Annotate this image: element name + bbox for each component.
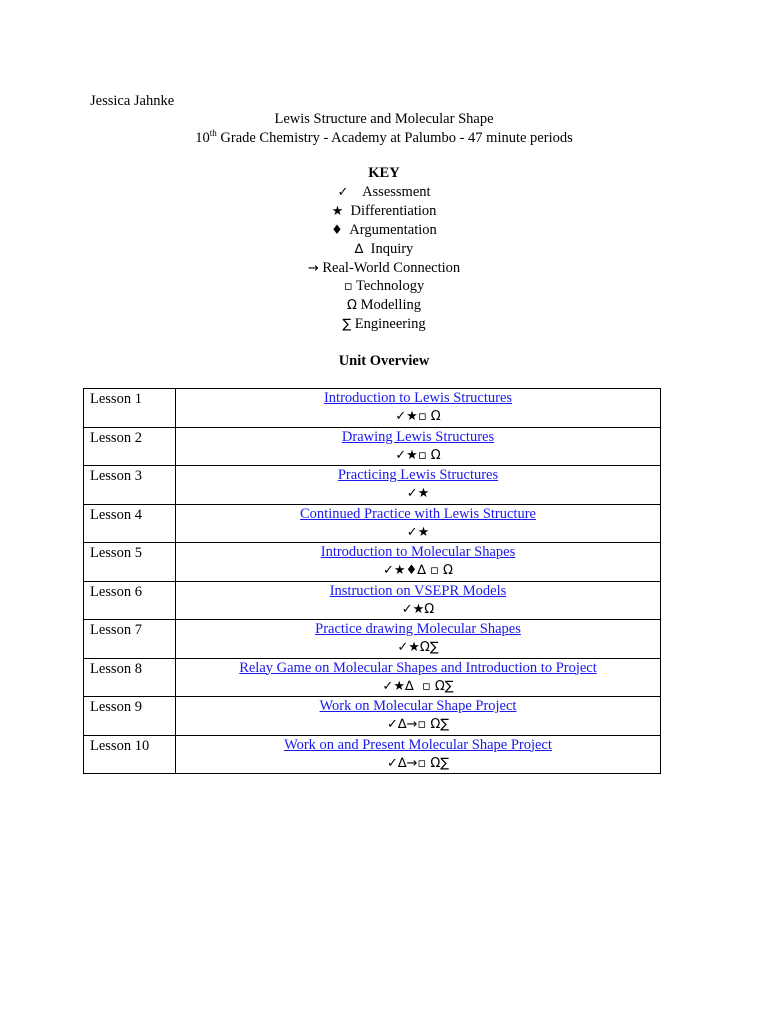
key-label: Engineering — [354, 316, 426, 333]
grade-number: 10 — [195, 130, 210, 146]
lesson-number: Lesson 10 — [90, 737, 150, 754]
key-label: Technology — [355, 278, 425, 295]
lesson-cell — [84, 658, 176, 697]
lesson-number: Lesson 7 — [90, 622, 142, 638]
lesson-key-symbols: ✓★▫ Ω — [395, 447, 441, 463]
document-title: Lewis Structure and Molecular Shape — [274, 111, 494, 127]
key-symbol-icon: ▫ — [343, 279, 353, 295]
lesson-link[interactable]: Relay Game on Molecular Shapes and Introduction to Project — [239, 659, 597, 676]
lesson-cell — [84, 620, 176, 659]
lesson-number: Lesson 1 — [90, 391, 142, 407]
key-label: Inquiry — [370, 240, 414, 257]
table-row — [84, 543, 661, 582]
topic-cell — [176, 735, 661, 774]
lesson-link[interactable]: Practice drawing Molecular Shapes — [315, 621, 521, 637]
table-row — [84, 620, 661, 659]
lesson-key-symbols: ✓★∆ ▫ Ω∑ — [382, 678, 454, 694]
key-item — [0, 277, 768, 296]
lesson-number: Lesson 2 — [90, 429, 142, 446]
table-row — [84, 735, 661, 774]
lesson-cell — [84, 543, 176, 582]
lesson-link[interactable]: Instruction on VSEPR Models — [329, 582, 507, 599]
lesson-link[interactable]: Introduction to Lewis Structures — [323, 390, 513, 406]
key-item — [0, 296, 768, 315]
topic-cell — [176, 504, 661, 543]
table-row — [84, 697, 661, 736]
key-spacer — [363, 241, 370, 257]
key-label: Differentiation — [350, 202, 437, 219]
topic-cell — [176, 466, 661, 505]
key-label: Real-World Connection — [322, 259, 461, 276]
key-heading: KEY — [368, 165, 400, 181]
table-row — [84, 658, 661, 697]
key-label: Modelling — [360, 297, 421, 314]
lesson-cell — [84, 504, 176, 543]
lesson-number: Lesson 6 — [90, 583, 142, 600]
lesson-cell — [84, 389, 176, 428]
table-row — [84, 427, 661, 466]
lesson-key-symbols: ✓∆→▫ Ω∑ — [386, 717, 450, 732]
key-item — [0, 240, 768, 259]
author-name: Jessica Jahnke — [90, 93, 175, 109]
key-symbol-icon: ♦ — [331, 222, 343, 238]
unit-overview-heading: Unit Overview — [338, 353, 430, 369]
table-row — [84, 389, 661, 428]
lesson-key-symbols: ✓∆→▫ Ω∑ — [386, 755, 450, 771]
subtitle-details: Grade Chemistry - Academy at Palumbo - 47 minute periods — [216, 130, 573, 146]
key-item — [0, 259, 768, 278]
lesson-link[interactable]: Work on and Present Molecular Shape Project — [284, 736, 552, 753]
key-spacer — [348, 184, 362, 200]
lesson-link[interactable]: Work on Molecular Shape Project — [319, 698, 517, 714]
lesson-link[interactable]: Continued Practice with Lewis Structure — [300, 505, 536, 522]
lesson-key-symbols: ✓★♦∆ ▫ Ω — [383, 563, 453, 578]
key-symbol-icon: → — [307, 260, 319, 276]
document-subtitle — [0, 129, 768, 147]
key-symbol-icon: Ω — [347, 298, 357, 314]
table-row — [84, 466, 661, 505]
lesson-number: Lesson 3 — [90, 468, 142, 484]
table-row — [84, 504, 661, 543]
lesson-key-symbols: ✓★ — [406, 524, 430, 540]
key-label: Argumentation — [349, 221, 437, 238]
lesson-key-symbols: ✓★ — [406, 486, 430, 501]
lesson-link[interactable]: Drawing Lewis Structures — [341, 428, 495, 445]
lesson-cell — [84, 697, 176, 736]
lesson-cell — [84, 466, 176, 505]
lesson-key-symbols: ✓★▫ Ω — [395, 409, 441, 424]
key-item — [0, 183, 768, 202]
unit-overview-table — [83, 388, 661, 774]
key-legend — [0, 183, 768, 334]
topic-cell — [176, 543, 661, 582]
key-item — [0, 202, 768, 221]
lesson-number: Lesson 5 — [90, 545, 142, 561]
topic-cell — [176, 389, 661, 428]
lesson-link[interactable]: Introduction to Molecular Shapes — [320, 544, 516, 560]
lesson-link[interactable]: Practicing Lewis Structures — [337, 467, 499, 483]
lesson-cell — [84, 427, 176, 466]
key-symbol-icon: ★ — [331, 203, 344, 219]
key-symbol-icon: ∑ — [342, 317, 352, 333]
lesson-cell — [84, 735, 176, 774]
key-spacer — [343, 203, 350, 219]
grade-ordinal-suffix: th — [209, 128, 217, 138]
lesson-number: Lesson 4 — [90, 506, 142, 523]
key-item — [0, 315, 768, 334]
lesson-cell — [84, 581, 176, 620]
lesson-number: Lesson 9 — [90, 699, 142, 715]
topic-cell — [176, 427, 661, 466]
topic-cell — [176, 581, 661, 620]
topic-cell — [176, 697, 661, 736]
key-symbol-icon: ✓ — [337, 185, 349, 200]
table-row — [84, 581, 661, 620]
lesson-key-symbols: ✓★Ω∑ — [397, 640, 439, 655]
key-symbol-icon: ∆ — [354, 241, 364, 257]
topic-cell — [176, 620, 661, 659]
key-item — [0, 221, 768, 240]
lesson-number: Lesson 8 — [90, 660, 142, 677]
topic-cell — [176, 658, 661, 697]
key-label: Assessment — [362, 184, 431, 200]
lesson-key-symbols: ✓★Ω — [401, 601, 435, 617]
